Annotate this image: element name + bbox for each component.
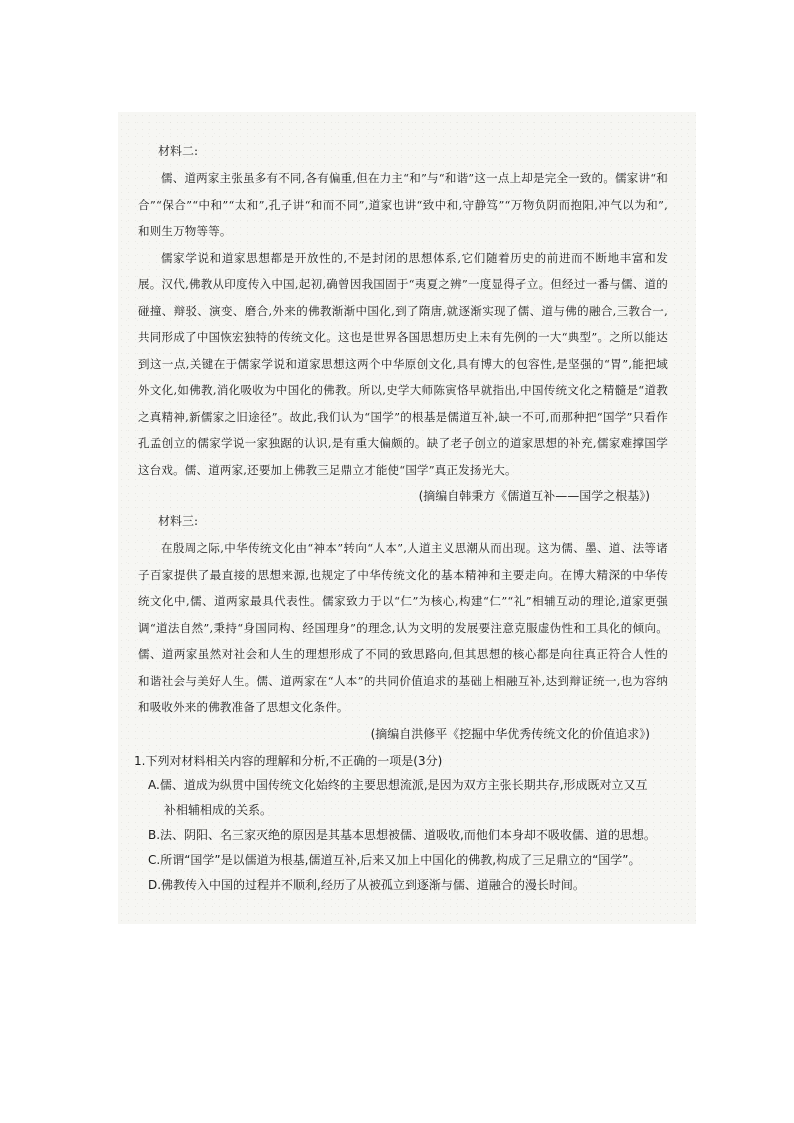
material-2-label: 材料二: [158, 144, 199, 158]
material-3-source: (摘编自洪修平《挖掘中华优秀传统文化的价值追求》) [370, 726, 650, 741]
option-a [148, 773, 668, 823]
material-3-label: 材料三: [158, 514, 199, 528]
option-c-text: C.所谓“国学”是以儒道为根基,儒道互补,后来又加上中国化的佛教,构成了三足鼎立的“国学”。 [148, 852, 641, 867]
option-c [148, 848, 668, 873]
material-3-paragraph-1: 在殷周之际,中华传统文化由“神本”转向“人本”,人道主义思潮从而出现。这为儒、墨、道、法等诸子百家提供了最直接的思想来源,也规定了中华传统文化的基本精神和主要走向。在博大精深的中华传统文化中,儒、道两家最具代表性。儒家致力于以“仁”为核心,构建“仁”“礼”相辅互动的理论,道家更强调“道法自然”,秉持“身国同构、经国理身”的理念,认为文明的发展要注意克服虚伪性和工具化的倾向。儒、道两家虽然对社会和人生的理想形成了不同的致思路向,但其思想的核心都是向往真正符合人性的和谐社会与美好人生。儒、道两家在“人本”的共同价值追求的基础上相融互补,达到辩证统一,也为容纳和吸收外来的佛教准备了思想文化条件。 [138, 541, 668, 714]
document-content [134, 141, 668, 898]
option-a-text: A.儒、道成为纵贯中国传统文化始终的主要思想流派,是因为双方主张长期共存,形成既对立又互 [148, 777, 648, 792]
option-d-text: D.佛教传入中国的过程并不顺利,经历了从被孤立到逐渐与儒、道融合的漫长时间。 [148, 877, 585, 892]
material-2-paragraph-2: 儒家学说和道家思想都是开放性的,不是封闭的思想体系,它们随着历史的前进而不断地丰富和发展。汉代,佛教从印度传入中国,起初,确曾因我国固于“夷夏之辨”一度显得孑立。但经过一番与儒、道的碰撞、辩驳、演变、磨合,外来的佛教渐渐中国化,到了隋唐,就逐渐实现了儒、道与佛的融合,三教合一,共同形成了中国恢宏独特的传统文化。这也是世界各国思想历史上未有先例的一大“典型”。之所以能达到这一点,关键在于儒家学说和道家思想这两个中华原创文化,具有博大的包容性,是坚强的“胃”,能把域外文化,如佛教,消化吸收为中国化的佛教。所以,史学大师陈寅恪早就指出,中国传统文化之精髓是“道教之真精神,新儒家之旧途径”。故此,我们认为“国学”的根基是儒道互补,缺一不可,而那种把“国学”只看作孔孟创立的儒家学说一家独踞的认识,是有重大偏颇的。缺了老子创立的道家思想的补充,儒家难撑国学这台戏。儒、道两家,还要加上佛教三足鼎立才能使“国学”真正发扬光大。 [138, 250, 668, 477]
option-d [148, 873, 668, 898]
material-2-source: (摘编自韩秉方《儒道互补——国学之根基》) [418, 489, 650, 503]
question-1-stem: 1.下列对材料相关内容的理解和分析,不正确的一项是(3分) [134, 753, 443, 768]
option-b-text: B.法、阴阳、名三家灭绝的原因是其基本思想被儒、道吸收,而他们本身却不吸收儒、道的思想。 [148, 827, 656, 842]
option-b [148, 823, 668, 848]
material-2-paragraph-1: 儒、道两家主张虽多有不同,各有偏重,但在力主“和”与“和谐”这一点上却是完全一致的。儒家讲“和合”“保合”“中和”“太和”,孔子讲“和而不同”,道家也讲“致中和,守静笃”“万物负阴而抱阳,冲气以为和”,和则生万物等等。 [138, 171, 668, 238]
option-a-text-continued: 补相辅相成的关系。 [164, 802, 273, 817]
